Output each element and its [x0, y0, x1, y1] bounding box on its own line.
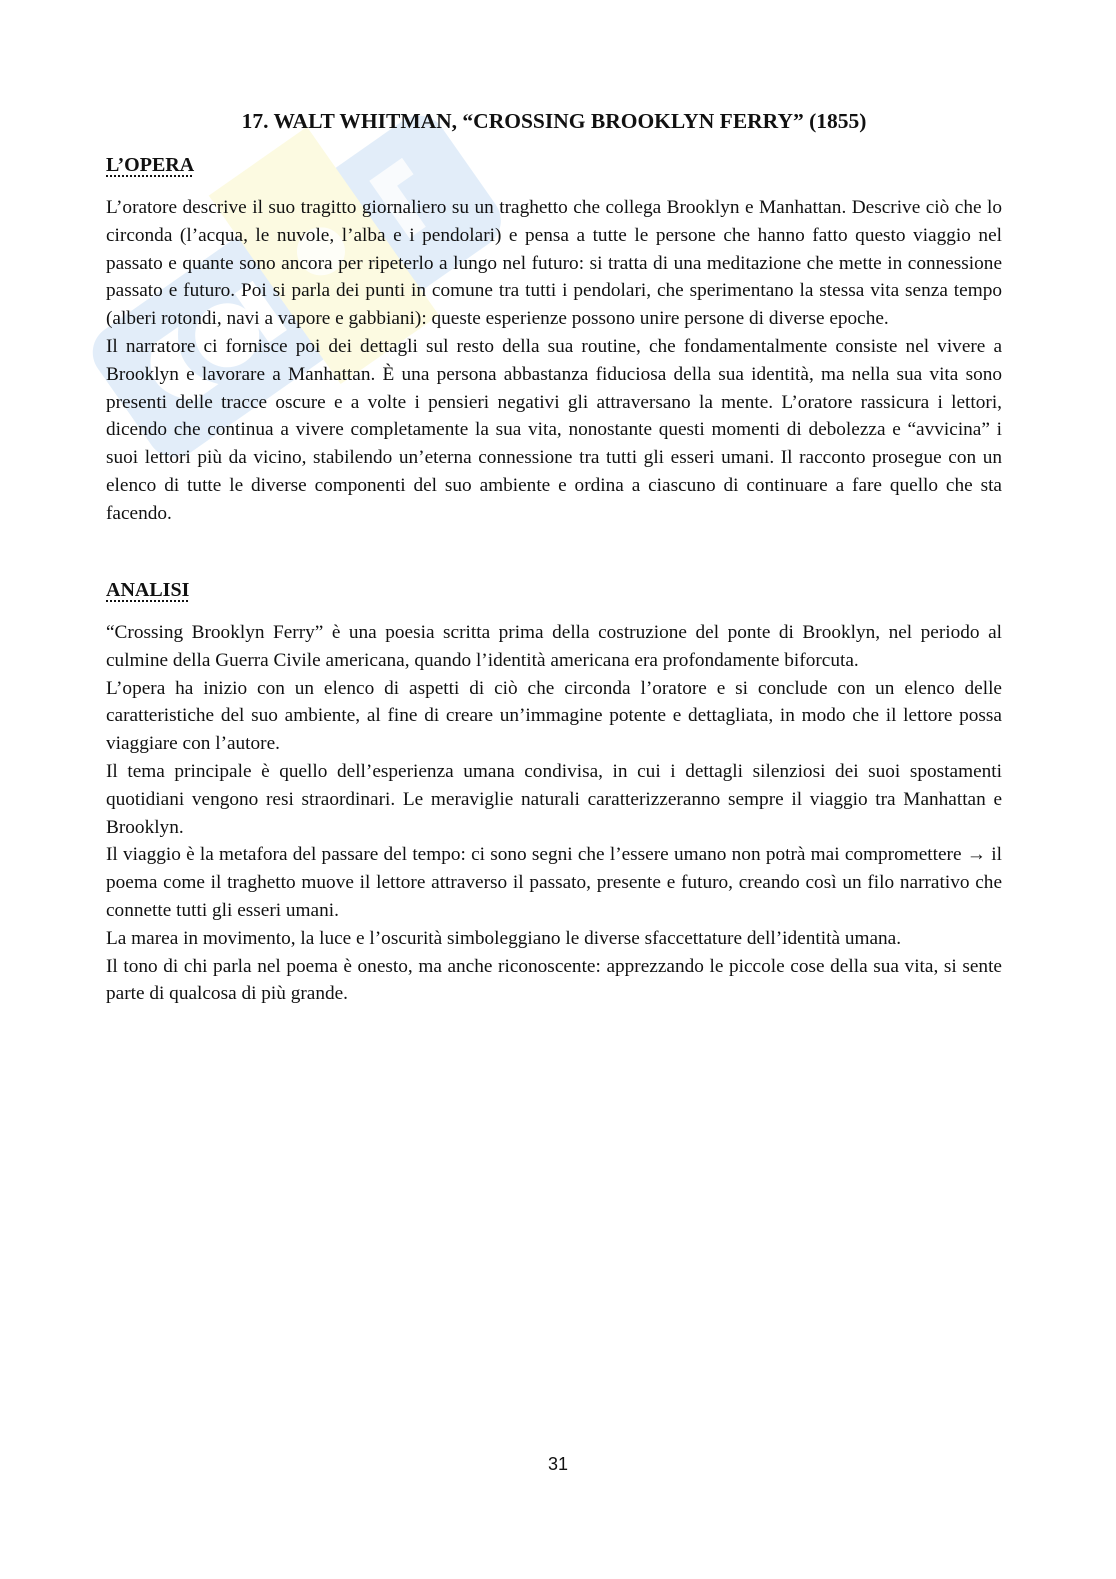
section-body-analisi: [106, 619, 1002, 1008]
paragraph: Il narratore ci fornisce poi dei dettagli sul resto della sua routine, che fondamentalmente consiste nel vivere a Brooklyn e lavorare a Manhattan. È una persona abbastanza fiduciosa della sua identità, ma nella sua vita sono presenti delle tracce oscure e a volte i pensieri negativi gli attraversano la mente. L’oratore rassicura i lettori, dicendo che continua a vivere completamente la sua vita, nonostante questi momenti di debolezza e “avvicina” i suoi lettori più da vicino, stabilendo un’eterna connessione tra tutti gli esseri umani. Il racconto prosegue con un elenco di tutte le diverse componenti del suo ambiente e ordina a ciascuno di continuare a fare quello che sta facendo.: [106, 335, 1002, 524]
paragraph: L’opera ha inizio con un elenco di aspetti di ciò che circonda l’oratore e si conclude con un elenco delle caratteristiche del suo ambiente, al fine di creare un’immagine potente e dettagliata, in modo che il lettore possa viaggiare con l’autore.: [106, 677, 1002, 755]
paragraph: Il tono di chi parla nel poema è onesto, ma anche riconoscente: apprezzando le piccole cose della sua vita, si sente parte di qualcosa di più grande.: [106, 955, 1002, 1005]
paragraph: “Crossing Brooklyn Ferry” è una poesia scritta prima della costruzione del ponte di Brooklyn, nel periodo al culmine della Guerra Civile americana, quando l’identità americana era profondamente biforcuta.: [106, 622, 1002, 671]
paragraph: Il tema principale è quello dell’esperienza umana condivisa, in cui i dettagli silenziosi dei suoi spostamenti quotidiani vengono resi straordinari. Le meraviglie naturali caratterizzeranno sempre il viaggio tra Manhattan e Brooklyn.: [106, 760, 1002, 838]
document-title: 17. WALT WHITMAN, “CROSSING BROOKLYN FERRY” (1855): [241, 109, 867, 133]
paragraph: La marea in movimento, la luce e l’oscurità simboleggiano le diverse sfaccettature dell’identità umana.: [106, 927, 902, 949]
section-heading-opera: L’OPERA: [106, 154, 195, 176]
section-body-opera: [106, 194, 1002, 528]
page-number: 31: [547, 1454, 569, 1474]
paragraph: Il viaggio è la metafora del passare del tempo: ci sono segni che l’essere umano non potrà mai compromettere → il poema come il traghetto muove il lettore attraverso il passato, presente e futuro, creando così un filo narrativo che connette tutti gli esseri umani.: [106, 844, 1002, 921]
section-heading-analisi: ANALISI: [106, 579, 190, 601]
paragraph: L’oratore descrive il suo tragitto giornaliero su un traghetto che collega Brooklyn e Manhattan. Descrive ciò che lo circonda (l’acqua, le nuvole, l’alba e i pendolari) e pensa a tutte le persone che hanno fatto questo viaggio nel passato e quante sono ancora per ripeterlo a lungo nel futuro: si tratta di una meditazione che mette in connessione passato e futuro. Poi si parla dei punti in comune tra tutti i pendolari, che sperimentano la stessa vita senza tempo (alberi rotondi, navi a vapore e gabbiani): queste esperienze possono unire persone di diverse epoche.: [106, 197, 1002, 330]
